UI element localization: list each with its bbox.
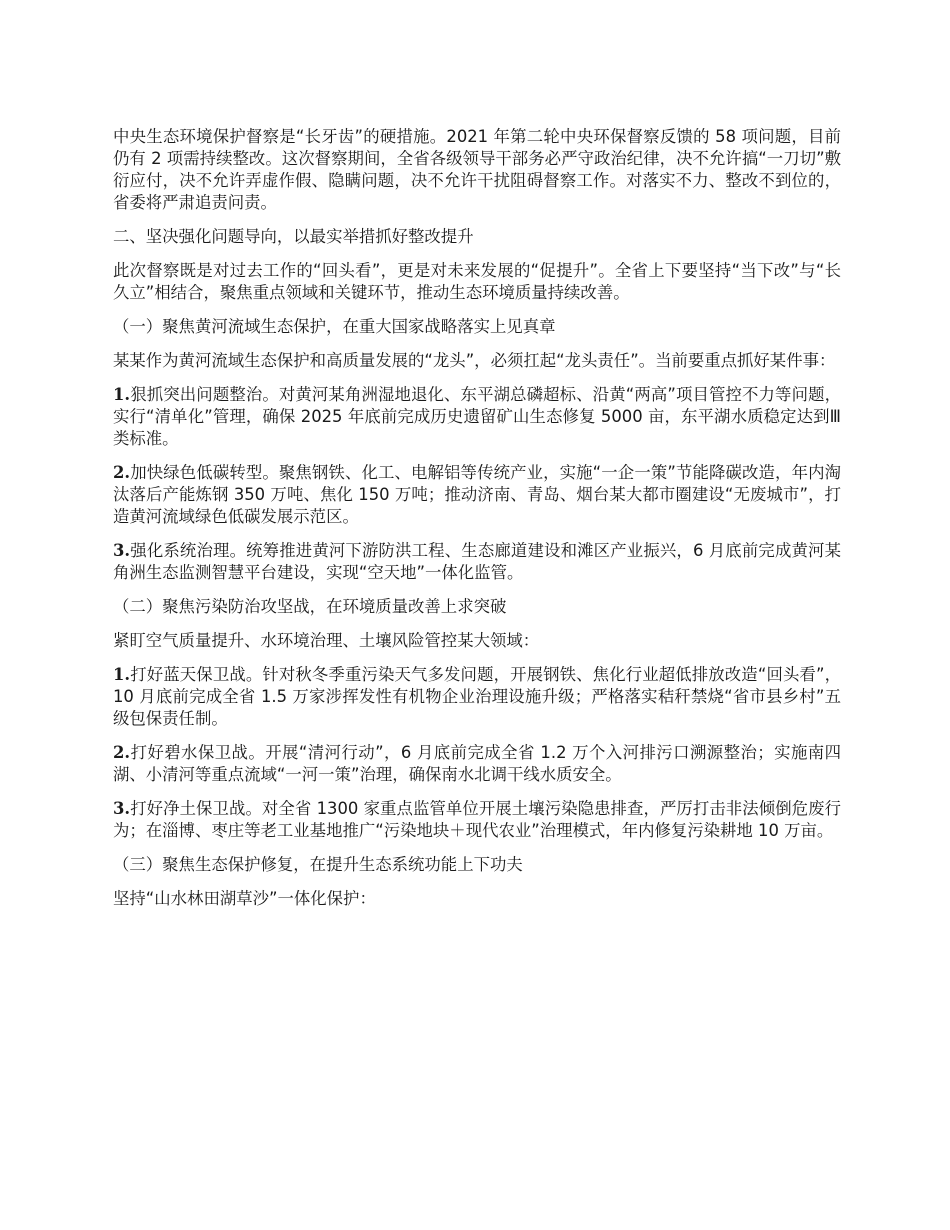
document-page bbox=[113, 126, 841, 922]
paragraph-ecology-intro: 坚持“山水林田湖草沙”一体化保护： bbox=[113, 889, 376, 908]
list-item-1-3: 3.强化系统治理。统筹推进黄河下游防洪工程、生态廊道建设和滩区产业振兴，6 月底前完成黄河某角洲生态监测智慧平台建设，实现“空天地”一体化监管。 bbox=[113, 541, 841, 582]
list-item-2-1: 1.打好蓝天保卫战。针对秋冬季重污染天气多发问题，开展钢铁、焦化行业超低排放改造“回头看”，10 月底前完成全省 1.5 万家涉挥发性有机物企业治理设施升级；严格落实秸秆禁烧“省市县乡村”五级包保责任制。 bbox=[113, 665, 841, 728]
list-item-2-3: 3.打好净土保卫战。对全省 1300 家重点监管单位开展土壤污染隐患排查，严厉打击非法倾倒危废行为；在淄博、枣庄等老工业基地推广“污染地块＋现代农业”治理模式，年内修复污染耕地 10 万亩。 bbox=[113, 799, 841, 840]
subsection-heading-2: （二）聚焦污染防治攻坚战，在环境质量改善上求突破 bbox=[113, 597, 507, 616]
paragraph-section-2-intro: 此次督察既是对过去工作的“回头看”，更是对未来发展的“促提升”。全省上下要坚持“当下改”与“长久立”相结合，聚焦重点领域和关键环节，推动生态环境质量持续改善。 bbox=[113, 261, 841, 302]
list-item-2-2: 2.打好碧水保卫战。开展“清河行动”，6 月底前完成全省 1.2 万个入河排污口溯源整治；实施南四湖、小清河等重点流域“一河一策”治理，确保南水北调干线水质安全。 bbox=[113, 743, 841, 784]
section-heading-2: 二、坚决强化问题导向，以最实举措抓好整改提升 bbox=[113, 227, 474, 246]
paragraph-pollution-intro: 紧盯空气质量提升、水环境治理、土壤风险管控某大领域： bbox=[113, 631, 540, 650]
list-item-1-1: 1.狠抓突出问题整治。对黄河某角洲湿地退化、东平湖总磷超标、沿黄“两高”项目管控不力等问题，实行“清单化”管理，确保 2025 年底前完成历史遗留矿山生态修复 5000 亩，东平湖水质稳定达到Ⅲ类标准。 bbox=[113, 385, 841, 448]
list-item-1-2: 2.加快绿色低碳转型。聚焦钢铁、化工、电解铝等传统产业，实施“一企一策”节能降碳改造，年内淘汰落后产能炼钢 350 万吨、焦化 150 万吨；推动济南、青岛、烟台某大都市圈建设“无废城市”，打造黄河流域绿色低碳发展示范区。 bbox=[113, 463, 841, 526]
subsection-heading-1: （一）聚焦黄河流域生态保护，在重大国家战略落实上见真章 bbox=[113, 317, 556, 336]
paragraph-intro: 中央生态环境保护督察是“长牙齿”的硬措施。2021 年第二轮中央环保督察反馈的 58 项问题，目前仍有 2 项需持续整改。这次督察期间，全省各级领导干部务必严守政治纪律，决不允许搞“一刀切”敷衍应付，决不允许弄虚作假、隐瞒问题，决不允许干扰阻碍督察工作。对落实不力、整改不到位的，省委将严肃追责问责。 bbox=[113, 127, 841, 212]
paragraph-yellow-river-intro: 某某作为黄河流域生态保护和高质量发展的“龙头”，必须扛起“龙头责任”。当前要重点抓好某件事： bbox=[113, 351, 836, 370]
subsection-heading-3: （三）聚焦生态保护修复，在提升生态系统功能上下功夫 bbox=[113, 855, 523, 874]
